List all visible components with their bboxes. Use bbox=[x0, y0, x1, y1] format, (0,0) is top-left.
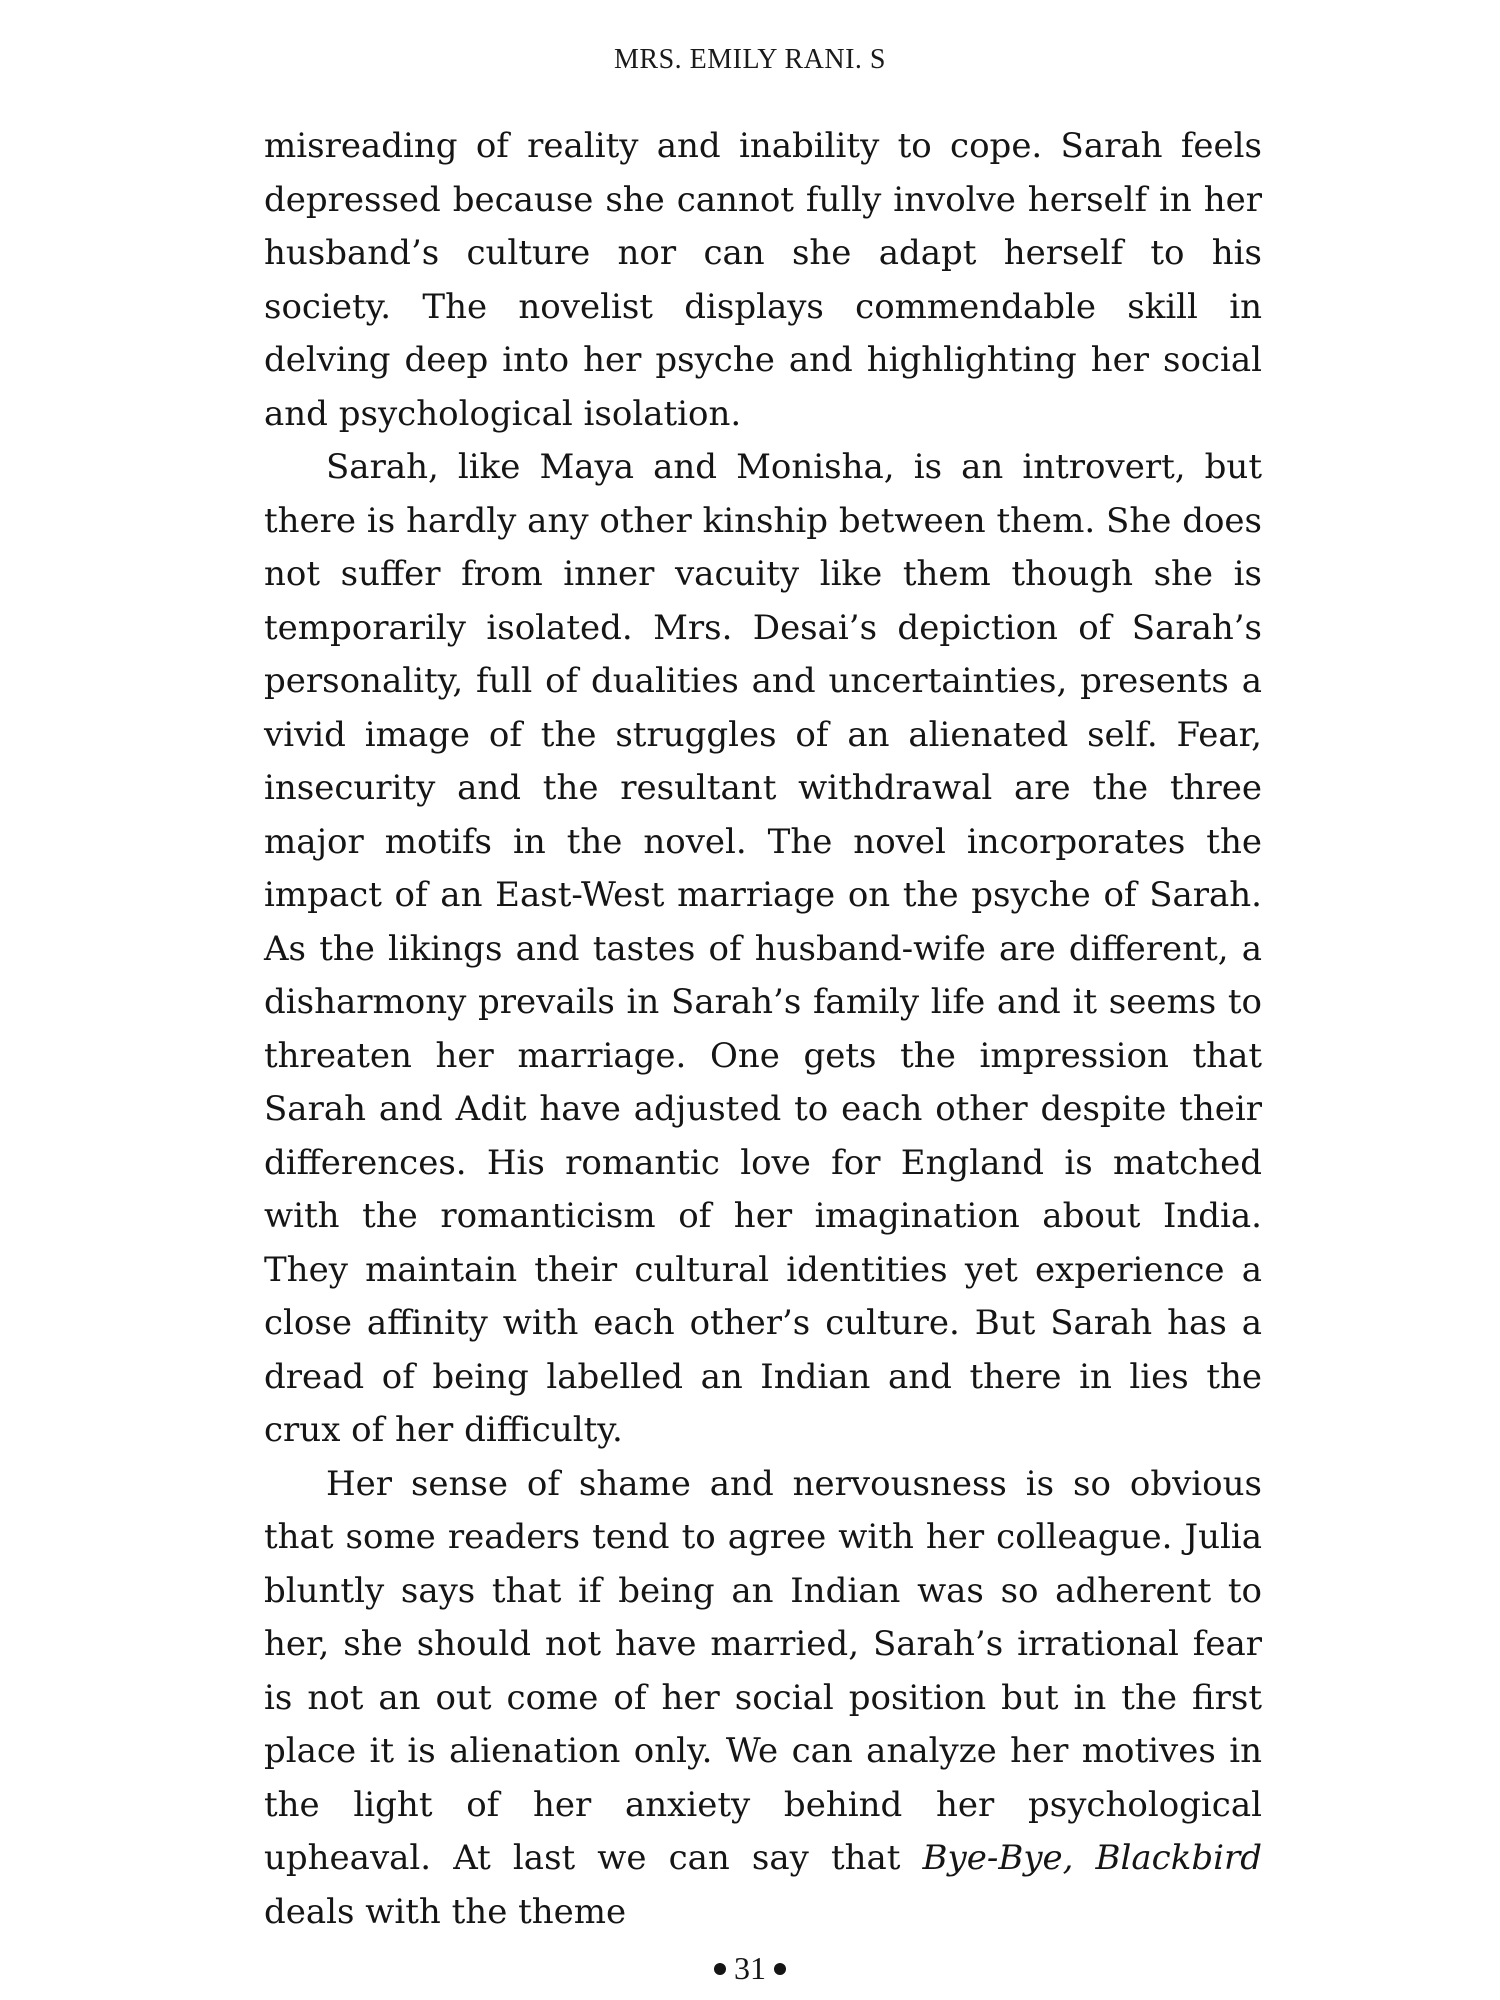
page-number-footer bbox=[0, 1950, 1500, 1987]
bullet-left-icon bbox=[714, 1963, 726, 1975]
running-head: MRS. EMILY RANI. S bbox=[614, 44, 886, 75]
page-number: 31 bbox=[734, 1950, 766, 1986]
paragraph-text: deals with the theme bbox=[264, 1891, 627, 1932]
bullet-right-icon bbox=[774, 1963, 786, 1975]
paragraph-text: Her sense of shame and nervousness is so obvious that some readers tend to agree with her colleague. Julia bluntly says that if being an Indian was so adherent to her, she should not have married, Sarah’s irrational fear is not an out come of her social position but in the first place it is alienation only. We can analyze her motives in the light of her anxiety behind her psychological upheaval. At last we can say that bbox=[264, 1463, 1262, 1878]
novel-title: Bye-Bye, Blackbird bbox=[922, 1838, 1262, 1878]
paragraph-continued: misreading of reality and inability to cope. Sarah feels depressed because she cannot fully involve herself in her husband’s culture nor can she adapt herself to his society. The novelist displays commendable skill in delving deep into her psyche and highlighting her social and psychological isolation. bbox=[264, 126, 1262, 434]
body-text bbox=[264, 120, 1262, 1939]
paragraph: Sarah, like Maya and Monisha, is an introvert, but there is hardly any other kinship between them. She does not suffer from inner vacuity like them though she is temporarily isolated. Mrs. Desai’s depiction of Sarah’s personality, full of dualities and uncertainties, presents a vivid image of the struggles of an alienated self. Fear, insecurity and the resultant withdrawal are the three major motifs in the novel. The novel incorporates the impact of an East-West marriage on the psyche of Sarah. As the likings and tastes of husband-wife are different, a disharmony prevails in Sarah’s family life and it seems to threaten her marriage. One gets the impression that Sarah and Adit have adjusted to each other despite their differences. His romantic love for England is matched with the romanticism of her imagination about India. They maintain their cultural identities yet experience a close affinity with each other’s culture. But Sarah has a dread of being labelled an Indian and there in lies the crux of her difficulty. bbox=[264, 447, 1262, 1450]
paragraph bbox=[264, 1458, 1262, 1940]
